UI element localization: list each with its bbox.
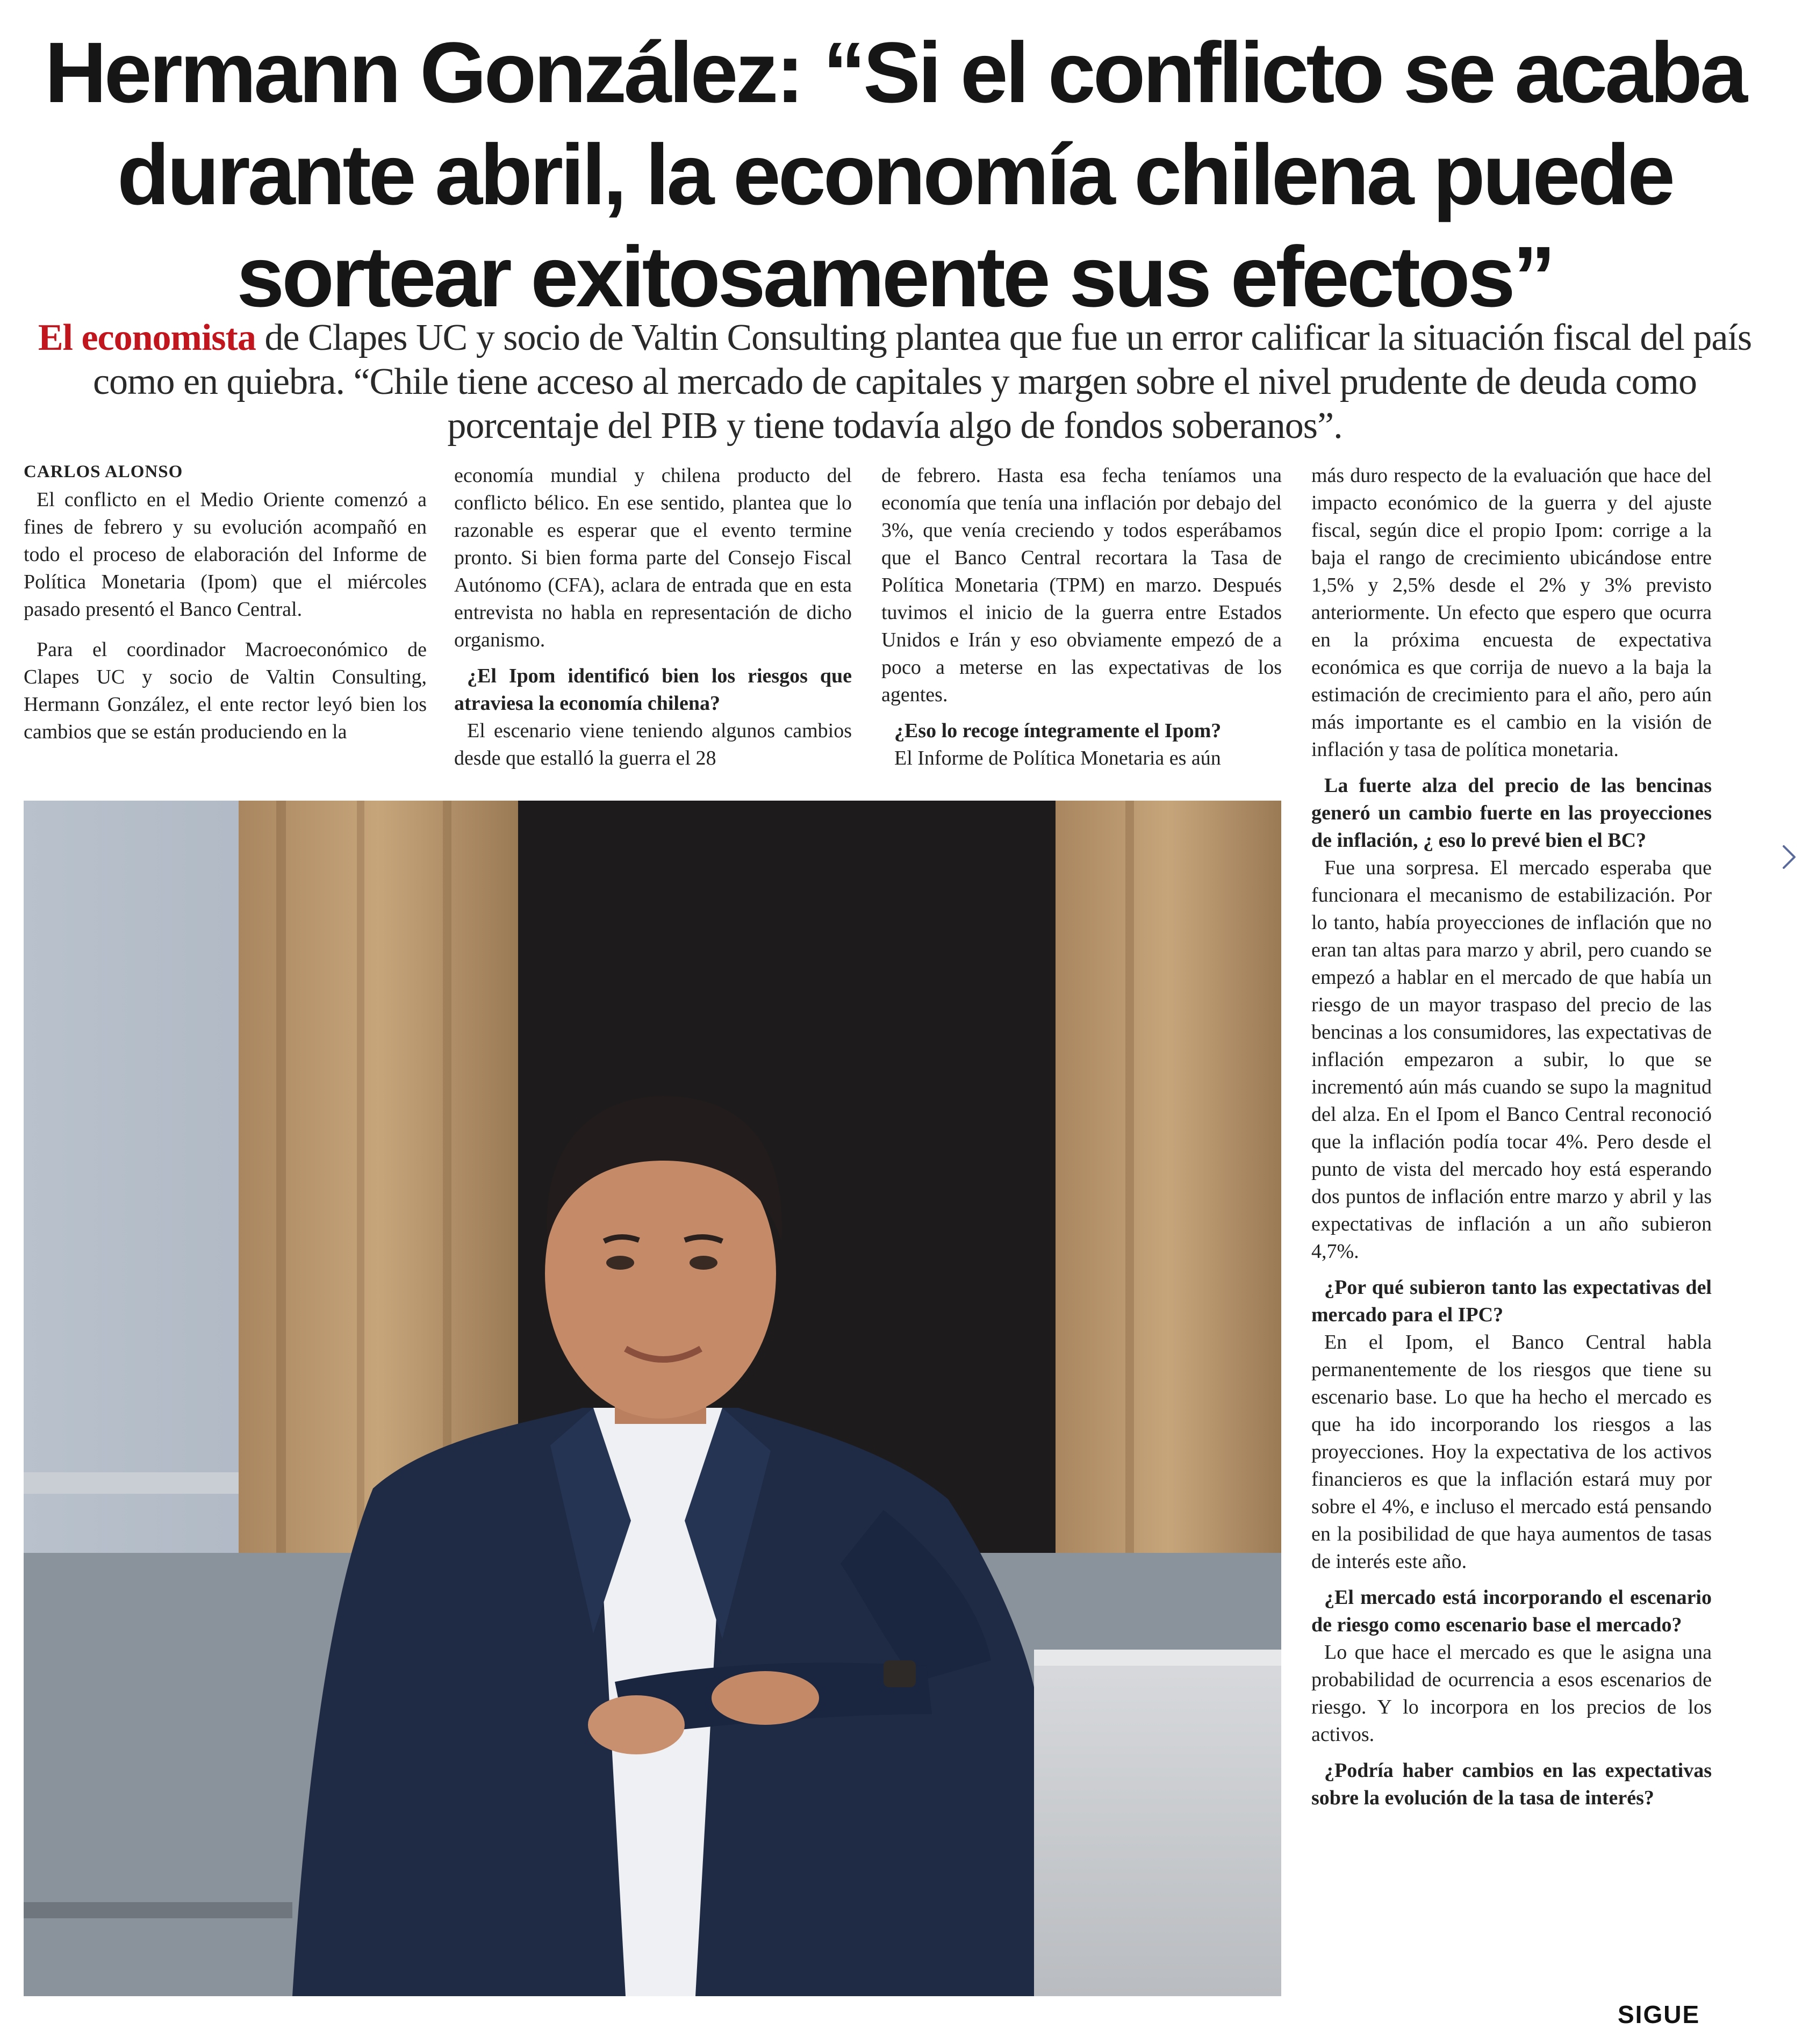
portrait-photo [24,801,1281,1996]
paragraph: economía mundial y chilena producto del conflicto bélico. En ese sentido, plantea que lo razonable es esperar que el evento termine pronto. Si bien forma parte del Consejo Fiscal Autónomo (CFA), aclara de entrada que en esta entrevista no habla en representación de dicho organismo. [454,464,852,651]
interview-question: ¿El mercado está incorporando el escenario de riesgo como escenario base el mercado? [1311,1586,1712,1636]
column-2 [454,462,852,772]
paragraph: más duro respecto de la evaluación que hace del impacto económico de la guerra y del ajuste fiscal, según dice el propio Ipom: corrige a la baja el rango de crecimiento ubicándose entre 1,5% y 2,5% desde el 2% y 3% previsto anteriormente. Un efecto que espero que ocurra en la próxima encuesta de expectativa económica es que corrija de nuevo a la baja la estimación de crecimiento para el año, pero aún más importante es el cambio en la visión de inflación y tasa de política monetaria. [1311,464,1712,761]
interview-question: ¿Podría haber cambios en las expectativas sobre la evolución de la tasa de interés? [1311,1759,1712,1809]
interview-question: ¿El Ipom identificó bien los riesgos que atraviesa la economía chilena? [454,665,852,715]
paragraph: Lo que hace el mercado es que le asigna una probabilidad de ocurrencia a esos escenarios de riesgo. Y lo incorpora en los precios de los activos. [1311,1641,1712,1746]
paragraph: El conflicto en el Medio Oriente comenzó a fines de febrero y su evolución acompañó en todo el proceso de elaboración del Informe de Política Monetaria (Ipom) que el miércoles pasado presentó el Banco Central. [24,488,427,621]
paragraph: de febrero. Hasta esa fecha teníamos una economía que tenía una inflación por debajo del 3%, que venía creciendo y todos esperábamos que el Banco Central recortara la Tasa de Política Monetaria (TPM) en marzo. Después tuvimos el inicio de la guerra entre Estados Unidos e Irán y eso obviamente empezó de a poco a meterse en las expectativas de los agentes. [881,464,1282,706]
interview-question: ¿Eso lo recoge íntegramente el Ipom? [894,719,1222,742]
paragraph: Para el coordinador Macroeconómico de Clapes UC y socio de Valtin Consulting, Hermann González, el ente rector leyó bien los cambios que se están produciendo en la [24,638,427,743]
deck-text: de Clapes UC y socio de Valtin Consulting plantea que fue un error calificar la situación fiscal del país como en quiebra. “Chile tiene acceso al mercado de capitales y margen sobre el nivel prudente de deuda como porcentaje del PIB y tiene todavía algo de fondos soberanos”. [92,317,1752,447]
deck-lead: El economista [38,317,256,358]
next-page-button[interactable] [1777,838,1801,876]
headline: Hermann González: “Si el conflicto se acaba durante abril, la economía chilena puede sortear exitosamente sus efectos” [45,24,1745,325]
paragraph: El escenario viene teniendo algunos cambios desde que estalló la guerra el 28 [454,719,852,769]
interview-question: ¿Por qué subieron tanto las expectativas del mercado para el IPC? [1311,1276,1712,1326]
interview-question: La fuerte alza del precio de las bencinas generó un cambio fuerte en las proyecciones de inflación, ¿ eso lo prevé bien el BC? [1311,774,1712,852]
column-3 [881,462,1282,772]
paragraph: En el Ipom, el Banco Central habla permanentemente de los riesgos que tiene su escenario base. Lo que ha hecho el mercado es que ha ido incorporando los riesgos a las proyecciones. Hoy la expectativa de los activos financieros es que la inflación estará muy por sobre el 4%, e incluso el mercado está pensando en la posibilidad de que haya aumentos de tasas de interés este año. [1311,1331,1712,1573]
chevron-right-icon [1781,844,1797,870]
column-1 [24,486,427,746]
continued-label: SIGUE [1618,2000,1700,2028]
paragraph: El Informe de Política Monetaria es aún [894,747,1221,769]
column-4 [1311,462,1712,1812]
byline: CARLOS ALONSO [24,462,183,481]
paragraph: Fue una sorpresa. El mercado esperaba que funcionara el mecanismo de estabilización. Por lo tanto, había proyecciones de inflación que no eran tan altas para marzo y abril, pero cuando se empezó a hablar en el mercado de que había un riesgo de un mayor traspaso del precio de las bencinas a los consumidores, las expectativas de inflación empezaron a subir, lo que se incrementó aún más cuando se supo la magnitud del alza. En el Ipom el Banco Central reconoció que la inflación podía tocar 4%. Pero desde el punto de vista del mercado hoy está esperando dos puntos de inflación entre marzo y abril y las expectativas de inflación a un año subieron 4,7%. [1311,857,1712,1263]
deck-subtitle [21,316,1768,448]
